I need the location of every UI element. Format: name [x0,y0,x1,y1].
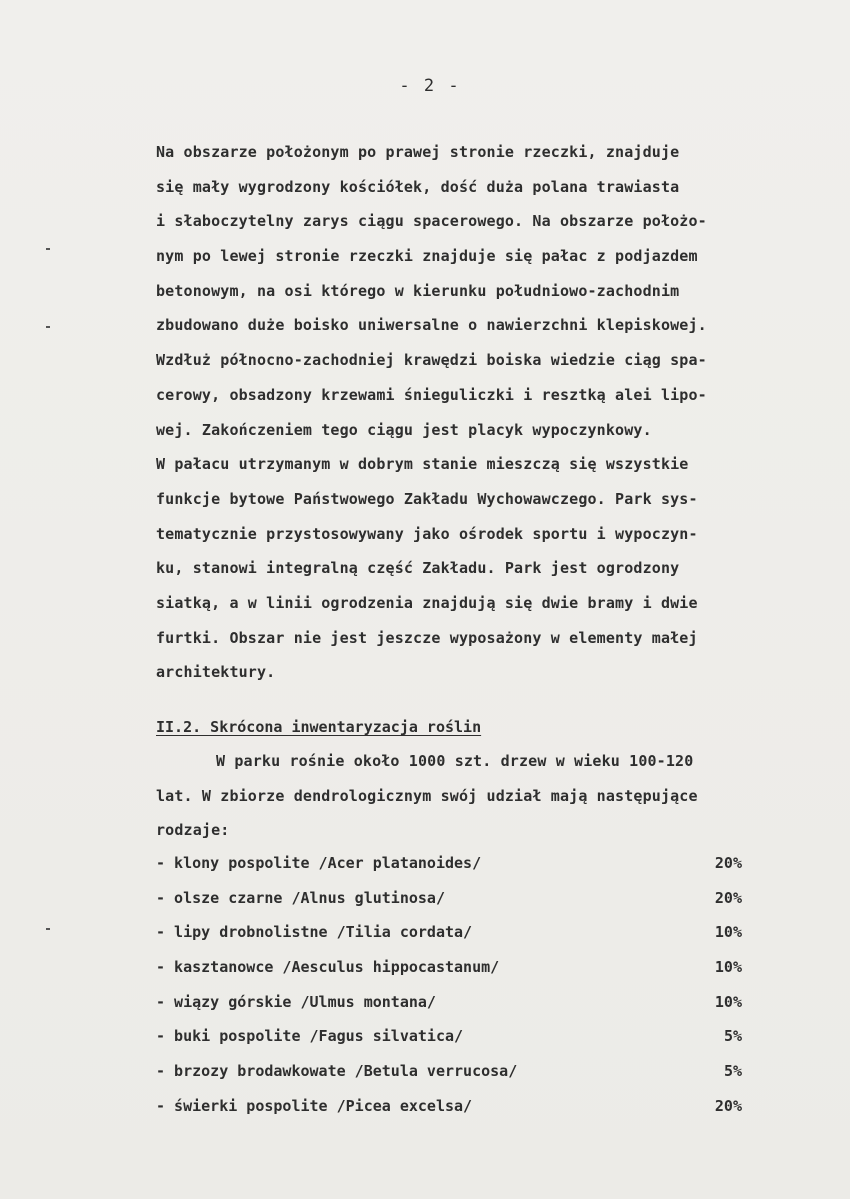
species-row [156,987,756,1022]
species-row [156,883,756,918]
intro-line: W parku rośnie około 1000 szt. drzew w wieku 100-120 [216,752,694,770]
species-name: - świerki pospolite /Picea excelsa/ [156,1096,473,1115]
text-line: W pałacu utrzymanym w dobrym stanie mieszczą się wszystkie [156,455,689,474]
species-name: - wiązy górskie /Ulmus montana/ [156,992,436,1011]
text-line: i słaboczytelny zarys ciągu spacerowego. Na obszarze położo- [156,212,707,231]
text-line: betonowym, na osi którego w kierunku południowo-zachodnim [156,281,680,300]
text-line: furtki. Obszar nie jest jeszcze wyposażony w elementy małej [156,628,698,647]
text-line: funkcje bytowe Państwowego Zakładu Wychowawczego. Park sys- [156,489,698,508]
species-percent: 20% [714,1096,742,1115]
text-line: nym po lewej stronie rzeczki znajduje się pałac z podjazdem [156,247,698,266]
text-line: cerowy, obsadzony krzewami śnieguliczki i resztką alei lipo- [156,385,707,404]
species-percent: 20% [714,888,742,907]
species-percent: 10% [714,923,742,942]
margin-mark [46,248,50,250]
species-name: - klony pospolite /Acer platanoides/ [156,854,482,872]
section-plant-inventory [156,712,796,850]
text-line: wej. Zakończeniem tego ciągu jest placyk wypoczynkowy. [156,420,652,439]
margin-mark [46,928,50,930]
species-percent: 20% [714,854,742,872]
species-name: - lipy drobnolistne /Tilia cordata/ [156,923,473,942]
species-name: - buki pospolite /Fagus silvatica/ [156,1027,464,1046]
text-line: siatką, a w linii ogrodzenia znajdują się dwie bramy i dwie [156,593,698,612]
species-row [156,848,756,883]
species-row [156,1091,756,1126]
text-line: zbudowano duże boisko uniwersalne o nawierzchni klepiskowej. [156,316,707,335]
species-list [156,848,756,1126]
species-name: - olsze czarne /Alnus glutinosa/ [156,888,445,907]
species-name: - brzozy brodawkowate /Betula verrucosa/ [156,1062,518,1081]
description-paragraph [156,137,796,692]
species-percent: 5% [723,1062,742,1081]
margin-mark [46,326,50,328]
text-line: tematycznie przystosowywany jako ośrodek sportu i wypoczyn- [156,524,698,543]
species-row [156,952,756,987]
text-line: Wzdłuż północno-zachodniej krawędzi boiska wiedzie ciąg spa- [156,351,707,370]
intro-line: rodzaje: [156,821,230,840]
species-percent: 10% [714,958,742,977]
species-percent: 10% [714,992,742,1011]
species-percent: 5% [723,1027,742,1046]
page-number: - 2 - [399,76,461,96]
intro-line: lat. W zbiorze dendrologicznym swój udział mają następujące [156,786,698,805]
text-line: ku, stanowi integralną część Zakładu. Park jest ogrodzony [156,559,680,578]
section-heading: II.2. Skrócona inwentaryzacja roślin [156,718,482,736]
text-line: Na obszarze położonym po prawej stronie rzeczki, znajduje [156,143,680,161]
species-name: - kasztanowce /Aesculus hippocastanum/ [156,958,500,977]
text-line: się mały wygrodzony kościółek, dość duża polana trawiasta [156,177,680,196]
species-row [156,1021,756,1056]
species-row [156,917,756,952]
species-row [156,1056,756,1091]
text-line: architektury. [156,663,276,682]
